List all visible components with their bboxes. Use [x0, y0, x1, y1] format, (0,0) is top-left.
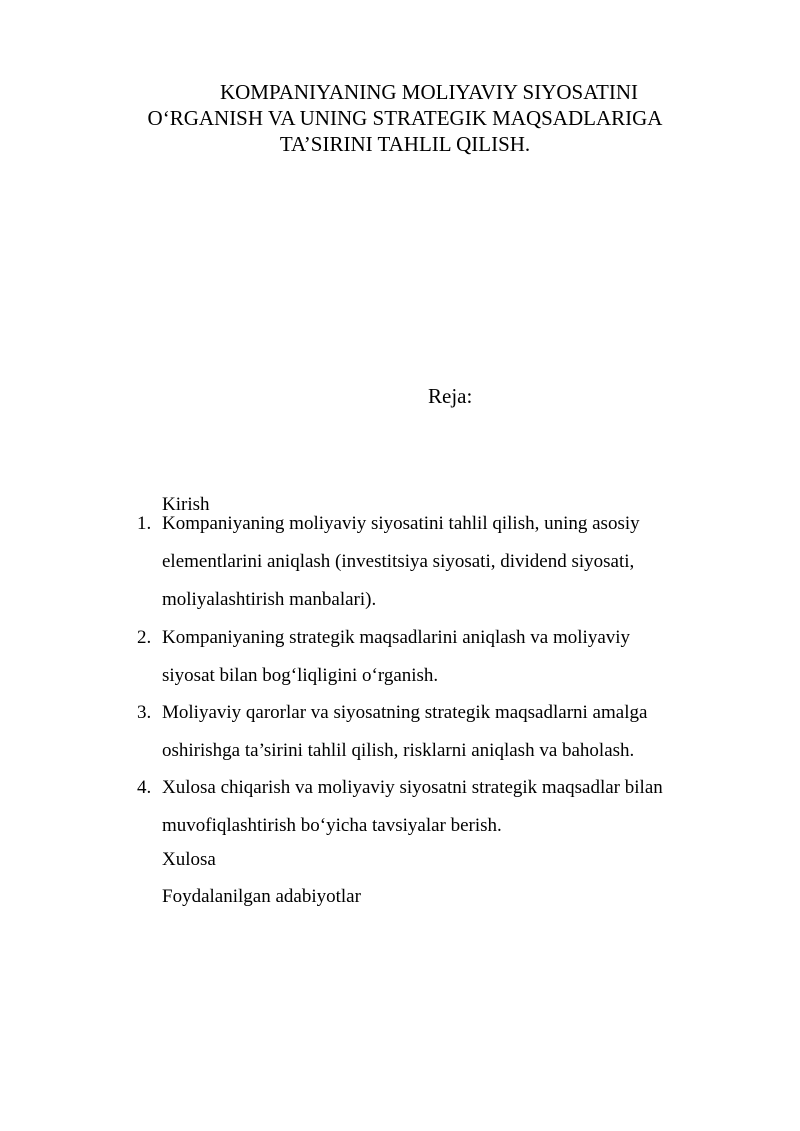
- toc-item-line: Kompaniyaning strategik maqsadlarini aniqlash va moliyaviy: [162, 627, 631, 648]
- toc-references: Foydalanilgan adabiyotlar: [162, 886, 361, 907]
- toc-item-number: 3.: [137, 702, 152, 723]
- plan-heading: Reja:: [428, 384, 473, 408]
- toc-item-line: muvofiqlashtirish bo‘yicha tavsiyalar berish.: [162, 815, 502, 836]
- toc-item-line: elementlarini aniqlash (investitsiya siyosati, dividend siyosati,: [162, 551, 635, 572]
- toc-item-line: oshirishga ta’sirini tahlil qilish, risklarni aniqlash va baholash.: [162, 740, 635, 761]
- document-title: [100, 79, 710, 157]
- toc-item-line: siyosat bilan bog‘liqligini o‘rganish.: [162, 665, 439, 686]
- toc-item-line: moliyalashtirish manbalari).: [162, 589, 377, 610]
- toc-item-line: Moliyaviy qarorlar va siyosatning strategik maqsadlarni amalga: [162, 702, 648, 723]
- toc-item-number: 2.: [137, 627, 152, 648]
- title-line: KOMPANIYANING MOLIYAVIY SIYOSATINI: [219, 80, 639, 104]
- toc-item-number: 4.: [137, 777, 152, 798]
- toc-item-number: 1.: [137, 513, 152, 534]
- toc-intro: Kirish: [162, 494, 210, 515]
- title-line: TA’SIRINI TAHLIL QILISH.: [279, 132, 531, 156]
- toc-item-line: Xulosa chiqarish va moliyaviy siyosatni strategik maqsadlar bilan: [162, 777, 663, 798]
- toc-conclusion: Xulosa: [162, 849, 216, 870]
- toc-item-line: Kompaniyaning moliyaviy siyosatini tahlil qilish, uning asosiy: [162, 513, 640, 534]
- title-line: O‘RGANISH VA UNING STRATEGIK MAQSADLARIGA: [147, 106, 663, 130]
